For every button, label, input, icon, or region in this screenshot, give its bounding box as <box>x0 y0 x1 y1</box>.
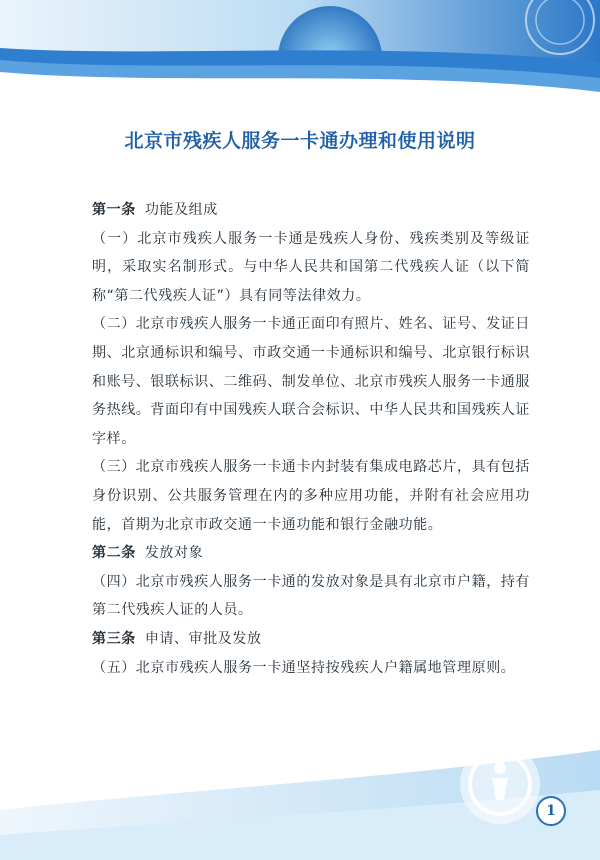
paragraph-3: （三）北京市残疾人服务一卡通卡内封装有集成电路芯片，具有包括身份识别、公共服务管理在内的多种应用功能，并附有社会应用功能，首期为北京市政交通一卡通功能和银行金融功能。 <box>92 459 530 533</box>
federation-emblem-icon <box>454 738 546 830</box>
article-label: 第二条 <box>92 545 136 562</box>
article-label: 第一条 <box>92 202 136 218</box>
article-title: 发放对象 <box>144 545 204 562</box>
paragraph-4: （四）北京市残疾人服务一卡通的发放对象是具有北京市户籍，持有第二代残疾人证的人员。 <box>92 573 530 619</box>
paragraph-2: （二）北京市残疾人服务一卡通正面印有照片、姓名、证号、发证日期、北京通标识和编号、市政交通一卡通标识和编号、北京银行标识和账号、银联标识、二维码、制发单位、北京市残疾人服务一卡通服务热线。背面印有中国残疾人联合会标识、中华人民共和国残疾人证字样。 <box>92 316 530 447</box>
header-banner <box>0 0 600 110</box>
page-title: 北京市残疾人服务一卡通办理和使用说明 <box>124 130 476 152</box>
article-label: 第三条 <box>92 630 136 647</box>
paragraph-5: （五）北京市残疾人服务一卡通坚持按残疾人户籍属地管理原则。 <box>92 659 516 676</box>
section-heading-3 <box>92 625 530 654</box>
document-body <box>92 196 530 682</box>
section-heading-2 <box>92 539 530 568</box>
paragraph-1: （一）北京市残疾人服务一卡通是残疾人身份、残疾类别及等级证明，采取实名制形式。与中华人民共和国第二代残疾人证（以下简称“第二代残疾人证”）具有同等法律效力。 <box>92 230 530 304</box>
page-number: 1 <box>536 796 566 826</box>
article-title: 申请、审批及发放 <box>144 630 262 647</box>
section-heading-1 <box>92 196 530 225</box>
article-title: 功能及组成 <box>144 202 218 218</box>
